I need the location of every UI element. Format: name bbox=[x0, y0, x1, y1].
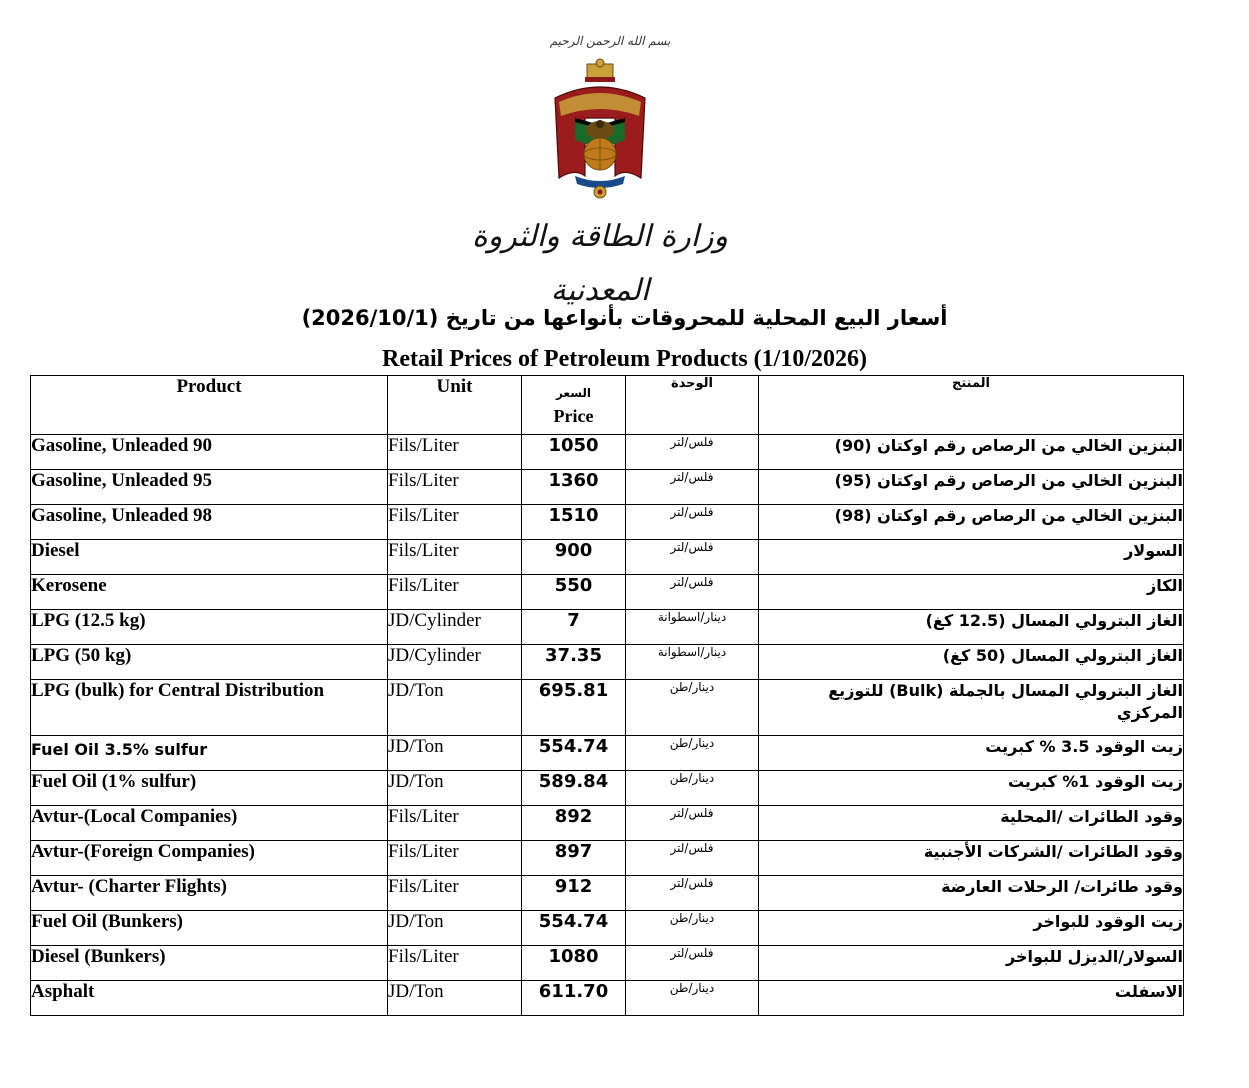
cell-price: 554.74 bbox=[522, 911, 626, 946]
cell-unit-arabic: دينار/طن bbox=[626, 680, 759, 736]
page-title-arabic: أسعار البيع المحلية للمحروقات بأنواعها من تاريخ (2026/10/1) bbox=[301, 306, 948, 330]
cell-unit-arabic: فلس/لتر bbox=[626, 946, 759, 981]
cell-product: Avtur- (Charter Flights) bbox=[31, 876, 388, 911]
cell-product-arabic: وقود الطائرات /المحلية bbox=[759, 806, 1184, 841]
cell-product-arabic: البنزين الخالي من الرصاص رقم اوكتان (98) bbox=[759, 505, 1184, 540]
column-header-unit: Unit bbox=[388, 376, 522, 435]
table-row bbox=[31, 470, 1184, 505]
column-header-price bbox=[522, 376, 626, 435]
column-header-product: Product bbox=[31, 376, 388, 435]
cell-product-arabic: البنزين الخالي من الرصاص رقم اوكتان (95) bbox=[759, 470, 1184, 505]
cell-product-arabic: الغاز البترولي المسال (50 كغ) bbox=[759, 645, 1184, 680]
cell-unit: Fils/Liter bbox=[388, 876, 522, 911]
cell-product-arabic: وقود الطائرات /الشركات الأجنبية bbox=[759, 841, 1184, 876]
table-row bbox=[31, 946, 1184, 981]
cell-unit: JD/Ton bbox=[388, 736, 522, 771]
cell-unit-arabic: فلس/لتر bbox=[626, 806, 759, 841]
jordan-coat-of-arms-icon bbox=[545, 58, 655, 208]
cell-price: 589.84 bbox=[522, 771, 626, 806]
cell-unit: Fils/Liter bbox=[388, 540, 522, 575]
cell-price: 550 bbox=[522, 575, 626, 610]
table-row bbox=[31, 435, 1184, 470]
cell-price: 611.70 bbox=[522, 981, 626, 1016]
cell-unit: JD/Ton bbox=[388, 680, 522, 736]
cell-product: Fuel Oil 3.5% sulfur bbox=[31, 736, 388, 771]
cell-product-arabic: وقود طائرات/ الرحلات العارضة bbox=[759, 876, 1184, 911]
cell-product: Kerosene bbox=[31, 575, 388, 610]
page-title: Retail Prices of Petroleum Products (1/10/2026) bbox=[382, 346, 867, 372]
table-row bbox=[31, 736, 1184, 771]
cell-price: 1080 bbox=[522, 946, 626, 981]
cell-unit-arabic: دينار/طن bbox=[626, 981, 759, 1016]
cell-unit: Fils/Liter bbox=[388, 435, 522, 470]
cell-product: Gasoline, Unleaded 98 bbox=[31, 505, 388, 540]
cell-price: 912 bbox=[522, 876, 626, 911]
cell-product: Gasoline, Unleaded 90 bbox=[31, 435, 388, 470]
bismillah-calligraphy: بسم الله الرحمن الرحيم bbox=[549, 34, 671, 48]
cell-unit-arabic: فلس/لتر bbox=[626, 540, 759, 575]
cell-unit: JD/Ton bbox=[388, 981, 522, 1016]
cell-price: 695.81 bbox=[522, 680, 626, 736]
cell-price: 892 bbox=[522, 806, 626, 841]
cell-unit-arabic: دينار/طن bbox=[626, 771, 759, 806]
cell-product: Diesel bbox=[31, 540, 388, 575]
cell-unit-arabic: دينار/طن bbox=[626, 736, 759, 771]
cell-unit-arabic: فلس/لتر bbox=[626, 575, 759, 610]
cell-product: LPG (12.5 kg) bbox=[31, 610, 388, 645]
cell-product: Avtur-(Foreign Companies) bbox=[31, 841, 388, 876]
column-header-product-arabic: المنتج bbox=[759, 376, 1184, 435]
table-row bbox=[31, 911, 1184, 946]
cell-unit: JD/Cylinder bbox=[388, 610, 522, 645]
cell-unit: Fils/Liter bbox=[388, 841, 522, 876]
cell-product: Fuel Oil (1% sulfur) bbox=[31, 771, 388, 806]
table-row bbox=[31, 841, 1184, 876]
cell-unit: Fils/Liter bbox=[388, 806, 522, 841]
cell-price: 1050 bbox=[522, 435, 626, 470]
cell-product: Gasoline, Unleaded 95 bbox=[31, 470, 388, 505]
cell-product-arabic: زيت الوقود 3.5 % كبريت bbox=[759, 736, 1184, 771]
table-row bbox=[31, 575, 1184, 610]
cell-product: Diesel (Bunkers) bbox=[31, 946, 388, 981]
ministry-name: وزارة الطاقة والثروة المعدنية bbox=[471, 219, 728, 308]
cell-product-arabic: الغاز البترولي المسال (12.5 كغ) bbox=[759, 610, 1184, 645]
cell-product: LPG (50 kg) bbox=[31, 645, 388, 680]
cell-product-arabic: الغاز البترولي المسال بالجملة (Bulk) للتوزيع المركزي bbox=[759, 680, 1184, 736]
table-row bbox=[31, 610, 1184, 645]
cell-product-arabic: السولار/الديزل للبواخر bbox=[759, 946, 1184, 981]
table-row bbox=[31, 680, 1184, 736]
cell-unit-arabic: دينار/اسطوانة bbox=[626, 610, 759, 645]
cell-product: Asphalt bbox=[31, 981, 388, 1016]
table-row bbox=[31, 806, 1184, 841]
cell-unit-arabic: دينار/طن bbox=[626, 911, 759, 946]
cell-product-arabic: زيت الوقود للبواخر bbox=[759, 911, 1184, 946]
cell-unit-arabic: فلس/لتر bbox=[626, 841, 759, 876]
cell-price: 1360 bbox=[522, 470, 626, 505]
cell-price: 1510 bbox=[522, 505, 626, 540]
table-row bbox=[31, 771, 1184, 806]
cell-unit: JD/Cylinder bbox=[388, 645, 522, 680]
table-header-row bbox=[31, 376, 1184, 435]
cell-price: 897 bbox=[522, 841, 626, 876]
cell-price: 7 bbox=[522, 610, 626, 645]
cell-unit: JD/Ton bbox=[388, 771, 522, 806]
column-header-price-arabic: السعر bbox=[555, 386, 592, 400]
column-header-price-english: Price bbox=[553, 406, 594, 426]
cell-unit-arabic: فلس/لتر bbox=[626, 435, 759, 470]
cell-unit: Fils/Liter bbox=[388, 470, 522, 505]
table-row bbox=[31, 645, 1184, 680]
cell-product-arabic: الاسفلت bbox=[759, 981, 1184, 1016]
cell-product: LPG (bulk) for Central Distribution bbox=[31, 680, 388, 736]
column-header-unit-arabic: الوحدة bbox=[626, 376, 759, 435]
table-row bbox=[31, 505, 1184, 540]
crown-icon bbox=[585, 59, 615, 82]
cell-product-arabic: الكاز bbox=[759, 575, 1184, 610]
cell-unit: Fils/Liter bbox=[388, 946, 522, 981]
price-table bbox=[30, 375, 1184, 1016]
cell-unit-arabic: دينار/اسطوانة bbox=[626, 645, 759, 680]
cell-product-arabic: زيت الوقود 1% كبريت bbox=[759, 771, 1184, 806]
cell-unit-arabic: فلس/لتر bbox=[626, 505, 759, 540]
cell-unit: Fils/Liter bbox=[388, 505, 522, 540]
cell-product-arabic: السولار bbox=[759, 540, 1184, 575]
table-row bbox=[31, 981, 1184, 1016]
cell-price: 37.35 bbox=[522, 645, 626, 680]
table-row bbox=[31, 540, 1184, 575]
cell-unit: JD/Ton bbox=[388, 911, 522, 946]
cell-unit-arabic: فلس/لتر bbox=[626, 876, 759, 911]
cell-price: 900 bbox=[522, 540, 626, 575]
cell-price: 554.74 bbox=[522, 736, 626, 771]
cell-product: Fuel Oil (Bunkers) bbox=[31, 911, 388, 946]
cell-product: Avtur-(Local Companies) bbox=[31, 806, 388, 841]
table-row bbox=[31, 876, 1184, 911]
cell-product-arabic: البنزين الخالي من الرصاص رقم اوكتان (90) bbox=[759, 435, 1184, 470]
cell-unit-arabic: فلس/لتر bbox=[626, 470, 759, 505]
cell-unit: Fils/Liter bbox=[388, 575, 522, 610]
